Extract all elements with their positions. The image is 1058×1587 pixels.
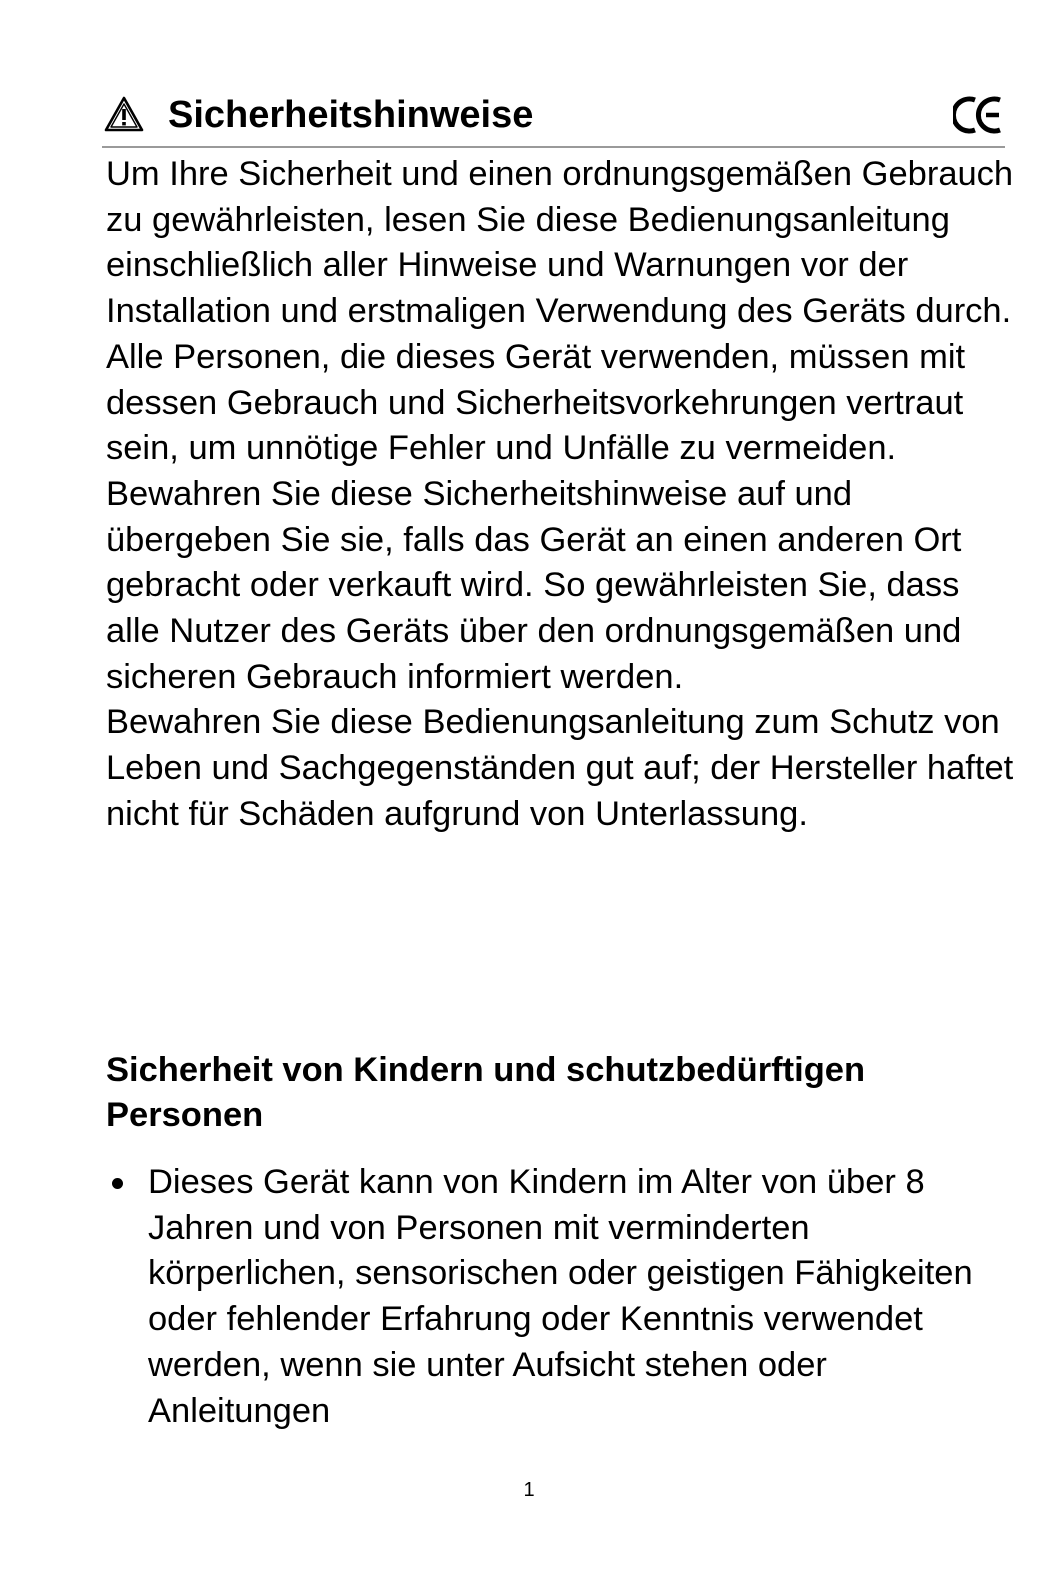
page-number: 1 — [523, 1479, 535, 1501]
ce-mark-icon — [953, 94, 1003, 136]
bullet-list — [106, 1160, 1006, 1434]
list-item — [106, 1160, 1006, 1434]
page-title: Sicherheitshinweise — [168, 94, 534, 136]
intro-paragraph-3: Bewahren Sie diese Bedienungsanleitung zum Schutz von Leben und Sachgegenständen gut auf; der Hersteller haftet nicht für Schäden aufgrund von Unterlassung. — [106, 703, 1014, 833]
section-header — [102, 90, 1005, 148]
bullet-dot — [112, 1178, 123, 1189]
intro-text — [106, 152, 1016, 838]
intro-paragraph-2: Bewahren Sie diese Sicherheitshinweise auf und übergeben Sie sie, falls das Gerät an einen anderen Ort gebracht oder verkauft wird. So gewährleisten Sie, dass alle Nutzer des Geräts über den ordnungsgemäßen und sicheren Gebrauch informiert werden. — [106, 474, 962, 696]
intro-paragraph-1: Um Ihre Sicherheit und einen ordnungsgemäßen Gebrauch zu gewährleisten, lesen Sie diese Bedienungsanleitung einschließlich aller Hinweise und Warnungen vor der Installation und erstmaligen Verwendung des Geräts durch. Alle Personen, die dieses Gerät verwenden, müssen mit dessen Gebrauch und Sicherheitsvorkehrungen vertraut sein, um unnötige Fehler und Unfälle zu vermeiden. — [106, 155, 1014, 468]
warning-triangle-icon — [104, 96, 144, 132]
section-heading: Sicherheit von Kindern und schutzbedürftigen Personen — [106, 1051, 866, 1134]
list-item-text: Dieses Gerät kann von Kindern im Alter von über 8 Jahren und von Personen mit verminderten körperlichen, sensorischen oder geistigen Fähigkeiten oder fehlender Erfahrung oder Kenntnis verwendet werden, wenn sie unter Aufsicht stehen oder Anleitungen — [148, 1163, 973, 1430]
